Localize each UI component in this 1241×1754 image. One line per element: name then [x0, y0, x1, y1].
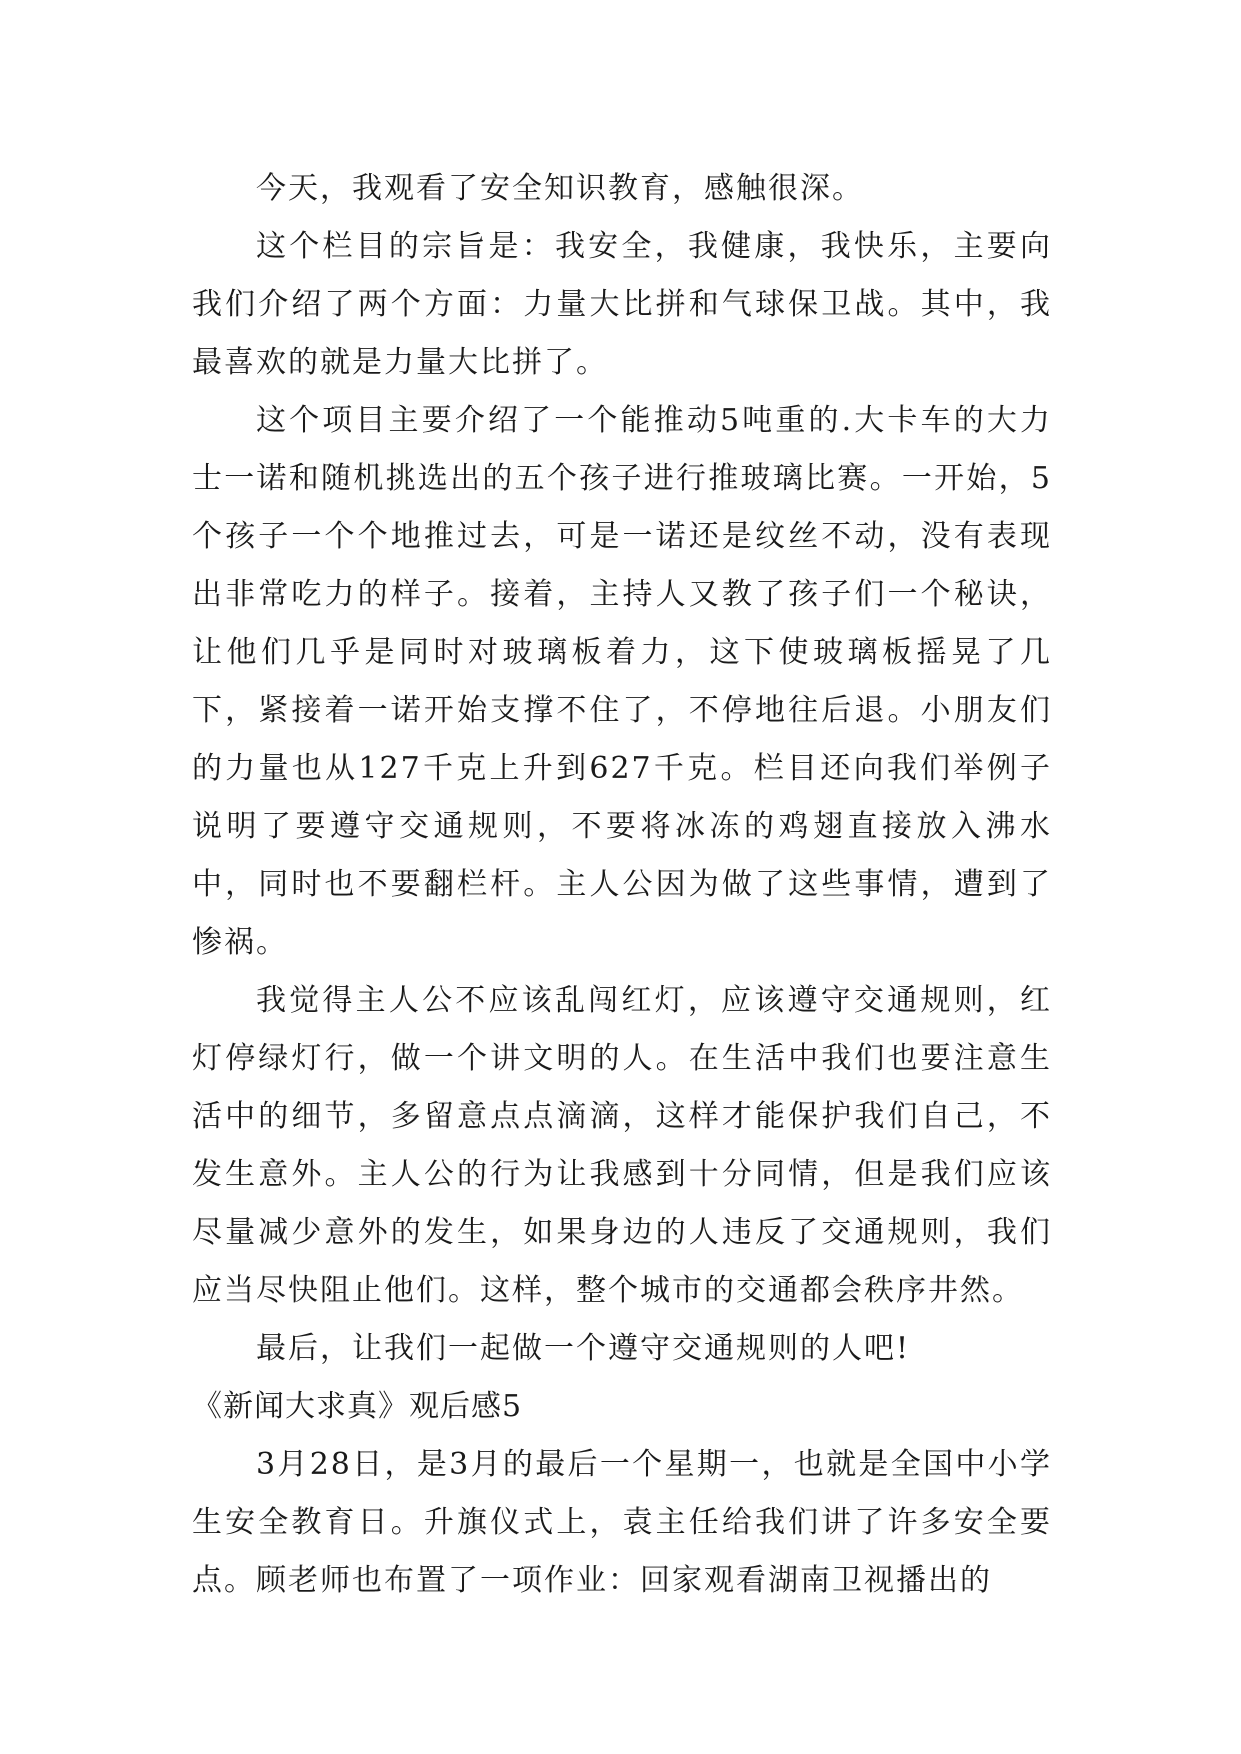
paragraph-program-aim: 这个栏目的宗旨是：我安全，我健康，我快乐，主要向我们介绍了两个方面：力量大比拼和气球保卫战。其中，我最喜欢的就是力量大比拼了。: [192, 229, 1052, 380]
paragraph-safety-day: 3月28日，是3月的最后一个星期一，也就是全国中小学生安全教育日。升旗仪式上，袁主任给我们讲了许多安全要点。顾老师也布置了一项作业：回家观看湖南卫视播出的: [192, 1447, 1052, 1598]
paragraph-strength-contest: 这个项目主要介绍了一个能推动5吨重的.大卡车的大力士一诺和随机挑选出的五个孩子进行推玻璃比赛。一开始，5个孩子一个个地推过去，可是一诺还是纹丝不动，没有表现出非常吃力的样子。接着，主持人又教了孩子们一个秘诀，让他们几乎是同时对玻璃板着力，这下使玻璃板摇晃了几下，紧接着一诺开始支撑不住了，不停地往后退。小朋友们的力量也从127千克上升到627千克。栏目还向我们举例子说明了要遵守交通规则，不要将冰冻的鸡翅直接放入沸水中，同时也不要翻栏杆。主人公因为做了这些事情，遭到了惨祸。: [192, 403, 1052, 960]
section-heading: 《新闻大求真》观后感5: [192, 1389, 523, 1424]
document-body: [192, 160, 1052, 1610]
paragraph-intro: 今天，我观看了安全知识教育，感触很深。: [256, 171, 864, 206]
paragraph-conclusion: 最后，让我们一起做一个遵守交通规则的人吧!: [256, 1331, 911, 1366]
paragraph-reflection: 我觉得主人公不应该乱闯红灯，应该遵守交通规则，红灯停绿灯行，做一个讲文明的人。在生活中我们也要注意生活中的细节，多留意点点滴滴，这样才能保护我们自己，不发生意外。主人公的行为让我感到十分同情，但是我们应该尽量减少意外的发生，如果身边的人违反了交通规则，我们应当尽快阻止他们。这样，整个城市的交通都会秩序井然。: [192, 983, 1052, 1308]
